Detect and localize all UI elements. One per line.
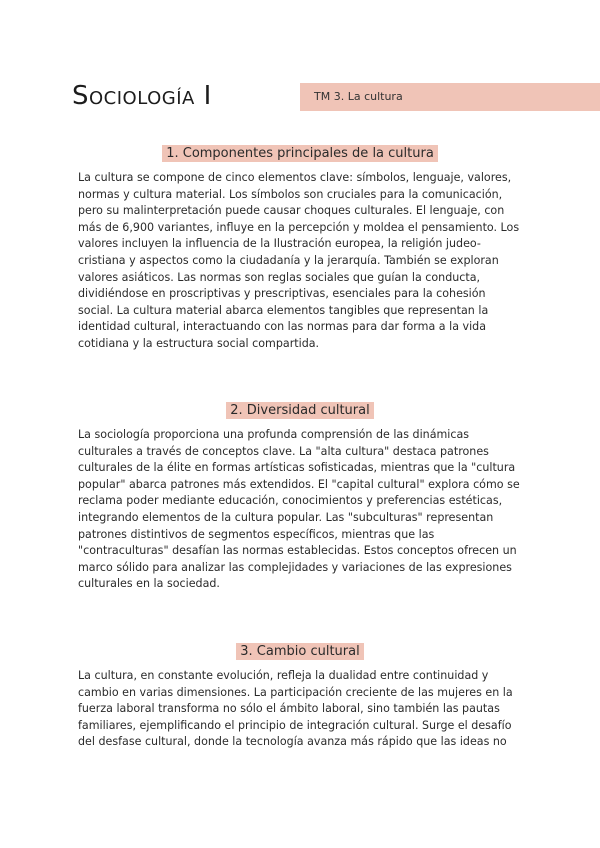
section-title-text: 3. Cambio cultural xyxy=(236,643,363,660)
section-components xyxy=(78,142,522,353)
section-title-text: 1. Componentes principales de la cultura xyxy=(162,145,438,162)
section-title-text: 2. Diversidad cultural xyxy=(226,402,373,419)
section-body: La cultura, en constante evolución, refleja la dualidad entre continuidad y cambio en varias dimensiones. La participación creciente de las mujeres en la fuerza laboral transforma no sólo el ámbito laboral, sino también las pautas familiares, ejemplificando el principio de integración cultural. Surge el desafío del desfase cultural, donde la tecnología avanza más rápido que las ideas no xyxy=(78,669,513,749)
document-title: Sociología I xyxy=(72,81,212,111)
section-change xyxy=(78,640,522,751)
section-body: La sociología proporciona una profunda comprensión de las dinámicas culturales a través de conceptos clave. La "alta cultura" destaca patrones culturales de la élite en formas artísticas sofisticadas, mientras que la "cultura popular" abarca patrones más extendidos. El "capital cultural" explora cómo se reclama poder mediante educación, conocimientos y preferencias estéticas, integrando elementos de la cultura popular. Las "subculturas" representan patrones distintivos de segmentos específicos, mientras que las "contraculturas" desafían las normas establecidas. Estos conceptos ofrecen un marco sólido para analizar las complejidades y variaciones de las expresiones culturales en la sociedad. xyxy=(78,428,520,591)
section-title xyxy=(78,399,522,419)
topic-tag: TM 3. La cultura xyxy=(300,83,600,111)
page-header xyxy=(72,80,600,114)
section-title xyxy=(78,142,522,162)
section-body: La cultura se compone de cinco elementos clave: símbolos, lenguaje, valores, normas y cultura material. Los símbolos son cruciales para la comunicación, pero su malinterpretación puede causar choques culturales. El lenguaje, con más de 6,900 variantes, influye en la percepción y moldea el pensamiento. Los valores incluyen la influencia de la Ilustración europea, la religión judeo-cristiana y aspectos como la ciudadanía y la jerarquía. También se exploran valores asiáticos. Las normas son reglas sociales que guían la conducta, dividiéndose en proscriptivas y prescriptivas, esenciales para la cohesión social. La cultura material abarca elementos tangibles que representan la identidad cultural, interactuando con las normas para dar forma a la vida cotidiana y la estructura social compartida. xyxy=(78,171,520,350)
section-title xyxy=(78,640,522,660)
section-diversity xyxy=(78,399,522,593)
